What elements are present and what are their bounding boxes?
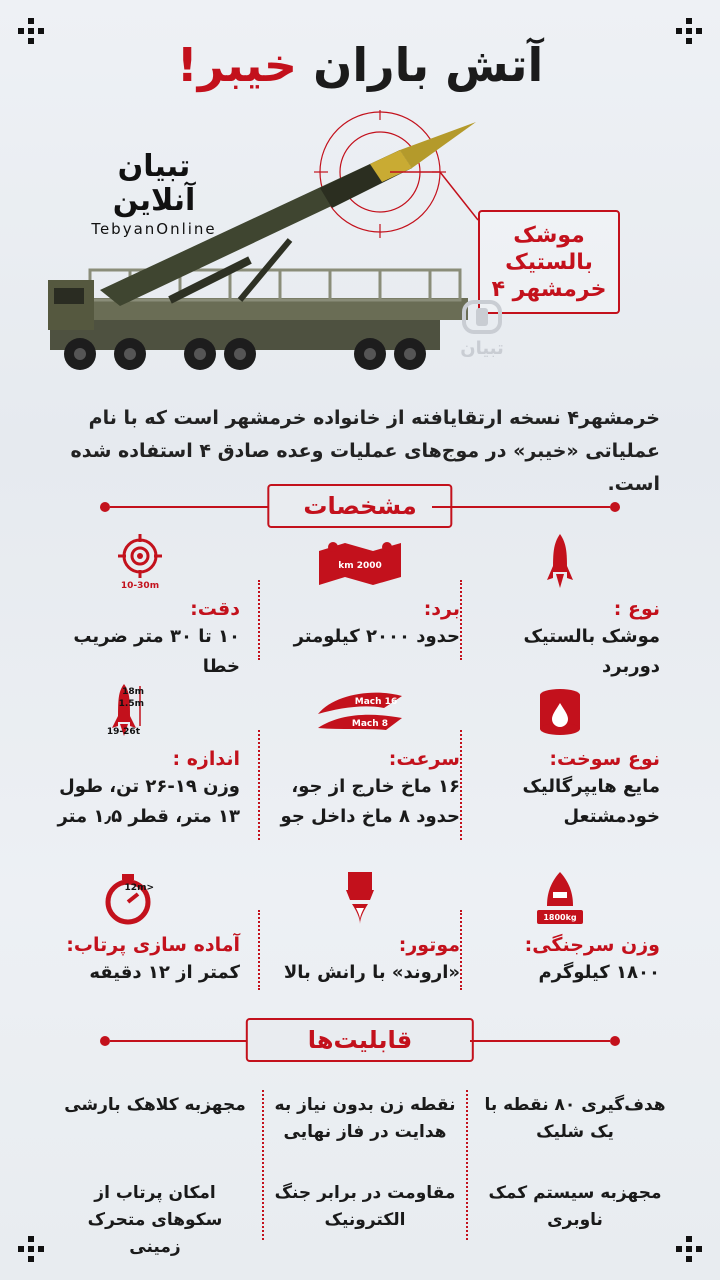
column-divider — [262, 1090, 264, 1240]
spec-accuracy — [40, 530, 240, 682]
spec-range — [260, 530, 460, 652]
spec-value: «اروند» با رانش بالا — [283, 962, 460, 983]
stopwatch-icon-text: <12m — [124, 883, 154, 893]
missile-label-line: موشک — [513, 222, 585, 248]
size-icon-text: 19-26t — [106, 727, 140, 737]
logo-name-en: TebyanOnline — [91, 220, 217, 238]
watermark-logo-icon — [462, 300, 502, 334]
speed-icon-text: Mach 8 — [351, 719, 389, 729]
heading-dot — [100, 502, 110, 512]
warhead-icon-text: 1800kg — [543, 913, 577, 922]
spec-label: نوع سوخت: — [549, 748, 660, 770]
corner-ornament-icon — [676, 1236, 702, 1262]
spec-fuel — [460, 680, 660, 832]
heading-dot — [100, 1036, 110, 1046]
column-divider — [258, 730, 260, 840]
column-divider — [460, 580, 462, 660]
capabilities-heading-bar — [0, 1018, 720, 1064]
capability-item: مجهزبه سیستم کمک ناوبری — [488, 1183, 662, 1230]
spec-speed — [260, 680, 460, 832]
spec-value: وزن ۱۹-۲۶ تن، طول ۱۳ متر، قطر ۱٫۵ متر — [57, 776, 240, 827]
spec-label: آماده سازی پرتاب: — [66, 934, 240, 956]
missile-icon — [460, 530, 660, 594]
spec-label: وزن سرجنگی: — [524, 934, 660, 956]
accuracy-icon-text: 10-30m — [120, 581, 160, 590]
spec-label: موتور: — [398, 934, 460, 956]
watermark — [452, 300, 512, 359]
spec-value: ۱۸۰۰ کیلوگرم — [538, 962, 660, 983]
spec-label: اندازه : — [172, 748, 240, 770]
capability-item: مجهزبه کلاهک بارشی — [64, 1095, 246, 1115]
capability-item: مقاومت در برابر جنگ الکترونیک — [274, 1183, 456, 1230]
engine-icon — [260, 866, 460, 930]
spec-label: سرعت: — [388, 748, 460, 770]
column-divider — [460, 730, 462, 840]
spec-value: کمتر از ۱۲ دقیقه — [89, 962, 240, 983]
specs-heading-bar — [0, 484, 720, 530]
logo-name-fa: تبیان آنلاین — [112, 149, 196, 218]
heading-line — [470, 1040, 610, 1042]
spec-value: ۱۰ تا ۳۰ متر ضریب خطا — [73, 626, 240, 677]
spec-engine — [260, 866, 460, 988]
capability-item: هدف‌گیری ۸۰ نقطه با یک شلیک — [484, 1095, 666, 1142]
watermark-text: تبیان — [460, 338, 504, 359]
missile-name-box — [478, 210, 620, 314]
column-divider — [258, 580, 260, 660]
spec-warhead — [460, 866, 660, 988]
capabilities-heading: قابلیت‌ها — [246, 1018, 474, 1062]
capability-item: نقطه زن بدون نیاز به هدایت در فاز نهایی — [274, 1095, 456, 1142]
missile-label-line: خرمشهر ۴ — [491, 276, 607, 302]
capability-item: امکان پرتاب از سکوهای متحرک زمینی — [87, 1183, 223, 1257]
heading-line — [110, 1040, 250, 1042]
spec-value: حدود ۲۰۰۰ کیلومتر — [293, 626, 460, 647]
speed-icon — [260, 680, 460, 744]
corner-ornament-icon — [18, 1236, 44, 1262]
spec-label: دقت: — [190, 598, 240, 620]
heading-line — [432, 506, 610, 508]
heading-dot — [610, 502, 620, 512]
spec-value: ۱۶ ماخ خارج از جو، حدود ۸ ماخ داخل جو — [280, 776, 460, 827]
target-icon — [40, 530, 240, 594]
title-highlight: خیبر! — [176, 38, 298, 92]
heading-line — [110, 506, 288, 508]
heading-dot — [610, 1036, 620, 1046]
size-icon-text: 1.5m — [118, 699, 144, 709]
spec-value: مایع هایپرگالیک خودمشتعل — [522, 776, 660, 827]
callout-line — [380, 170, 480, 240]
map-range-icon — [260, 530, 460, 594]
fuel-barrel-icon — [460, 680, 660, 744]
specs-heading: مشخصات — [267, 484, 452, 528]
warhead-icon — [460, 866, 660, 930]
spec-value: موشک بالستیک دوربرد — [523, 626, 660, 677]
size-icon-text: 18m — [122, 687, 144, 697]
brand-logo — [84, 150, 224, 238]
page-title — [0, 38, 720, 92]
column-divider — [258, 910, 260, 990]
spec-type — [460, 530, 660, 682]
column-divider — [466, 1090, 468, 1240]
column-divider — [460, 910, 462, 990]
speed-icon-text: Mach 16 — [354, 697, 398, 707]
size-icon — [40, 680, 240, 744]
range-icon-text: 2000 km — [338, 561, 382, 571]
missile-label-line: بالستیک — [505, 249, 593, 275]
spec-label: نوع : — [613, 598, 660, 620]
spec-label: برد: — [423, 598, 460, 620]
spec-size — [40, 680, 240, 832]
spec-launch-prep — [40, 866, 240, 988]
intro-text: خرمشهر۴ نسخه ارتقایافته از خانواده خرمشهر است که با نام عملیاتی «خیبر» در موج‌های عملیات وعده صادق ۴ استفاده شده است. — [70, 407, 660, 495]
title-main: آتش باران — [313, 38, 544, 92]
stopwatch-icon — [40, 866, 240, 930]
